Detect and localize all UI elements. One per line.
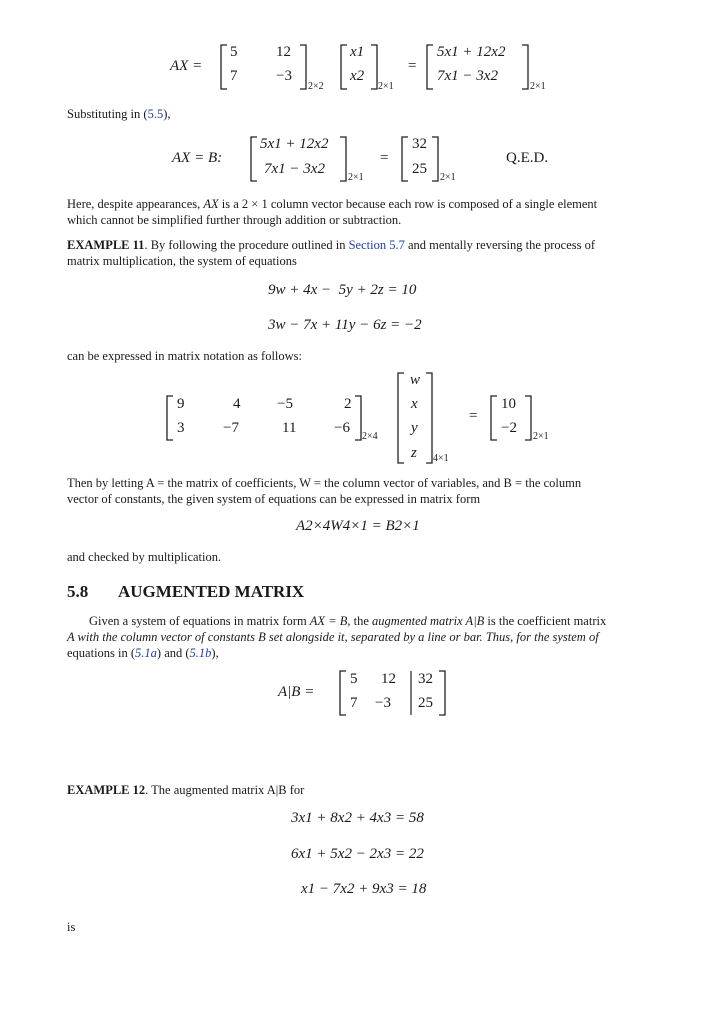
eq3-W-cell: w bbox=[410, 372, 421, 388]
eq5-cell: −3 bbox=[375, 695, 391, 711]
eq3-W-cell: z bbox=[411, 445, 417, 461]
system1-equation: 3w − 7x + 11y − 6z = −2 bbox=[268, 317, 422, 333]
eq3-B-cell: 10 bbox=[501, 396, 516, 412]
p6-l1b: AX = B bbox=[309, 614, 348, 628]
p6-l1d: augmented matrix A|B bbox=[372, 614, 485, 628]
eq2-L-dimension: 2×1 bbox=[348, 172, 364, 183]
eq3-A-cell: −7 bbox=[223, 420, 239, 436]
eq5-cell: 7 bbox=[350, 695, 358, 711]
eq1-A-cell: −3 bbox=[276, 68, 292, 84]
eq5-cell: 25 bbox=[418, 695, 433, 711]
eq5-cell: 32 bbox=[418, 671, 433, 687]
eq1-X-dimension: 2×1 bbox=[378, 81, 394, 92]
p6-l1e: is the coefficient matrix bbox=[484, 614, 607, 628]
eq2-R-right-bracket bbox=[431, 136, 439, 182]
eq3-W-cell: y bbox=[411, 420, 418, 436]
equation-5-1b-link[interactable]: 5.1b bbox=[189, 646, 212, 660]
eq1-A-left-bracket bbox=[220, 44, 228, 90]
p2-b: is a 2 × 1 column vector because each row is composed of a single element bbox=[218, 197, 598, 211]
p2-ax: AX bbox=[203, 197, 219, 211]
eq1-R-dimension: 2×1 bbox=[530, 81, 546, 92]
eq1-A-cell: 7 bbox=[230, 68, 238, 84]
p6-l1c: , the bbox=[347, 614, 373, 628]
example-11-label: EXAMPLE 11 bbox=[67, 238, 145, 252]
eq1-X-cell: x2 bbox=[350, 68, 365, 84]
eq1-R-cell: 7x1 − 3x2 bbox=[437, 68, 498, 84]
eq3-A-cell: −6 bbox=[334, 420, 350, 436]
eq2-R-left-bracket bbox=[401, 136, 409, 182]
eq5-augment-bar bbox=[410, 671, 412, 715]
eq2-equals: = bbox=[380, 150, 389, 166]
eq1-A-cell: 12 bbox=[276, 44, 291, 60]
eq3-A-cell: 2 bbox=[344, 396, 352, 412]
section-5-7-link[interactable]: Section 5.7 bbox=[348, 238, 405, 252]
matrix-form-equation: A2×4W4×1 = B2×1 bbox=[296, 518, 420, 534]
eq2-L-cell: 5x1 + 12x2 bbox=[260, 136, 329, 152]
p6-l2: A with the column vector of constants B set alongside it, separated by a line or bar. Thus, for the system of bbox=[67, 630, 599, 644]
equation-ref-link[interactable]: 5.5 bbox=[147, 107, 164, 121]
example-11-paragraph bbox=[67, 237, 667, 269]
eq3-A-left-bracket bbox=[166, 395, 174, 441]
eq1-R-cell: 5x1 + 12x2 bbox=[437, 44, 506, 60]
eq1-X-cell: x1 bbox=[350, 44, 365, 60]
eq2-R-cell: 32 bbox=[412, 136, 427, 152]
eq1-X-left-bracket bbox=[340, 44, 348, 90]
example-11-a: By following the procedure outlined in bbox=[147, 238, 349, 252]
p4-line1: Then by letting A = the matrix of coefficients, W = the column vector of variables, and B = the column bbox=[67, 476, 582, 490]
substituting-text bbox=[67, 106, 171, 122]
substituting-label: Substituting in ( bbox=[67, 107, 148, 121]
substituting-end: ), bbox=[163, 107, 171, 121]
eq2-L-left-bracket bbox=[250, 136, 258, 182]
eq3-A-cell: 4 bbox=[233, 396, 241, 412]
p6-l1a: Given a system of equations in matrix form bbox=[89, 614, 310, 628]
eq5-cell: 5 bbox=[350, 671, 358, 687]
eq1-R-left-bracket bbox=[426, 44, 434, 90]
eq1-A-dimension: 2×2 bbox=[308, 81, 324, 92]
eq1-lhs: AX = bbox=[170, 58, 203, 74]
system2-equation: 3x1 + 8x2 + 4x3 = 58 bbox=[291, 810, 424, 826]
p6-l3c: ), bbox=[211, 646, 219, 660]
example-11-line2: matrix multiplication, the system of equations bbox=[67, 254, 297, 268]
eq3-B-left-bracket bbox=[490, 395, 498, 441]
eq3-B-cell: −2 bbox=[501, 420, 517, 436]
p6-l3a: equations in ( bbox=[67, 646, 136, 660]
example-11-b: and mentally reversing the process of bbox=[404, 238, 596, 252]
is-text: is bbox=[67, 920, 76, 934]
eq5-right-bracket bbox=[438, 670, 446, 716]
equation-5-1a-link[interactable]: 5.1a bbox=[135, 646, 157, 660]
augmented-matrix-paragraph bbox=[67, 613, 667, 661]
checked-text: and checked by multiplication. bbox=[67, 550, 222, 564]
eq1-A-right-bracket bbox=[299, 44, 307, 90]
eq3-A-cell: 9 bbox=[177, 396, 185, 412]
eq1-R-right-bracket bbox=[521, 44, 529, 90]
p2-line2: which cannot be simplified further through addition or subtraction. bbox=[67, 213, 402, 227]
eq2-lhs: AX = B: bbox=[172, 150, 223, 166]
p2-a: Here, despite appearances, bbox=[67, 197, 204, 211]
eq1-A-cell: 5 bbox=[230, 44, 238, 60]
qed-mark: Q.E.D. bbox=[506, 150, 549, 166]
section-title: AUGMENTED MATRIX bbox=[118, 582, 305, 601]
letting-paragraph bbox=[67, 475, 687, 507]
matrix-notation-text: can be expressed in matrix notation as follows: bbox=[67, 349, 303, 363]
eq2-R-dimension: 2×1 bbox=[440, 172, 456, 183]
eq1-equals: = bbox=[408, 58, 417, 74]
eq3-W-dimension: 4×1 bbox=[433, 453, 449, 464]
eq2-L-cell: 7x1 − 3x2 bbox=[264, 161, 325, 177]
section-number: 5.8 bbox=[67, 582, 89, 601]
eq5-left-bracket bbox=[339, 670, 347, 716]
eq3-equals: = bbox=[469, 408, 478, 424]
system2-equation: x1 − 7x2 + 9x3 = 18 bbox=[301, 881, 427, 897]
eq5-cell: 12 bbox=[381, 671, 396, 687]
p6-l3b: ) and ( bbox=[156, 646, 190, 660]
eq3-A-cell: 3 bbox=[177, 420, 185, 436]
example-12-text: . The augmented matrix A|B for bbox=[145, 783, 305, 797]
system1-equation: 9w + 4x − 5y + 2z = 10 bbox=[268, 282, 417, 298]
example-11-dot: . bbox=[144, 238, 148, 252]
eq5-lhs: A|B = bbox=[278, 684, 315, 700]
eq1-X-right-bracket bbox=[370, 44, 378, 90]
p4-line2: vector of constants, the given system of equations can be expressed in matrix form bbox=[67, 492, 481, 506]
eq3-W-right-bracket bbox=[425, 372, 433, 464]
paragraph-column-vector bbox=[67, 196, 667, 228]
eq3-W-left-bracket bbox=[397, 372, 405, 464]
eq3-B-dimension: 2×1 bbox=[533, 431, 549, 442]
eq2-R-cell: 25 bbox=[412, 161, 427, 177]
eq2-L-right-bracket bbox=[339, 136, 347, 182]
example-12-label: EXAMPLE 12 bbox=[67, 783, 146, 797]
system2-equation: 6x1 + 5x2 − 2x3 = 22 bbox=[291, 846, 424, 862]
eq3-B-right-bracket bbox=[524, 395, 532, 441]
eq3-A-cell: −5 bbox=[277, 396, 293, 412]
eq3-A-right-bracket bbox=[354, 395, 362, 441]
eq3-A-cell: 11 bbox=[282, 420, 297, 436]
eq3-W-cell: x bbox=[411, 396, 418, 412]
example-12-paragraph bbox=[67, 782, 304, 798]
eq3-A-dimension: 2×4 bbox=[362, 431, 378, 442]
